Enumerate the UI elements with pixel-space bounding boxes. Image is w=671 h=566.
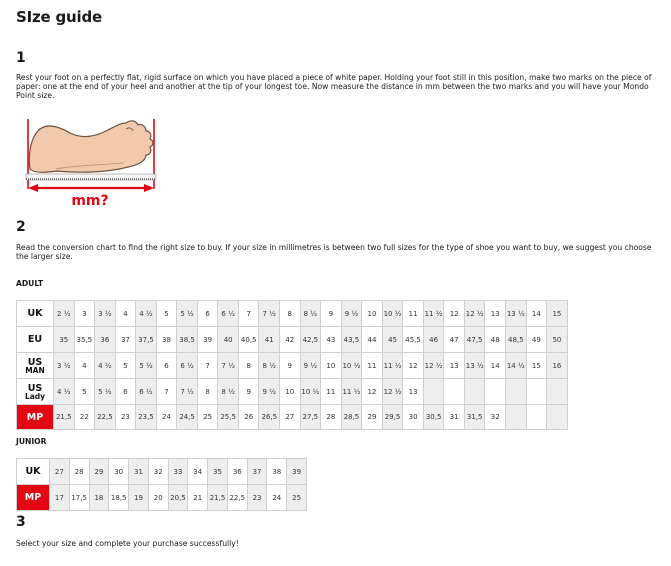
size-cell: 9 ½ bbox=[300, 353, 321, 379]
size-cell: 35 bbox=[54, 327, 75, 353]
size-cell: 33 bbox=[168, 459, 188, 485]
size-cell: 8 ½ bbox=[300, 301, 321, 327]
size-cell: 48 bbox=[485, 327, 506, 353]
size-cell: 12 bbox=[362, 379, 383, 405]
row-header-label: EU bbox=[27, 334, 43, 345]
row-header-sublabel: MAN bbox=[25, 365, 45, 375]
size-cell: 30,5 bbox=[423, 405, 444, 430]
page-title: SIze guide bbox=[16, 8, 102, 26]
row-header-label: US bbox=[27, 356, 43, 368]
size-cell: 8 ½ bbox=[259, 353, 280, 379]
size-cell: 27,5 bbox=[300, 405, 321, 430]
size-cell bbox=[485, 379, 506, 405]
size-cell: 8 ½ bbox=[218, 379, 239, 405]
size-cell: 11 ½ bbox=[423, 301, 444, 327]
size-cell: 45 bbox=[382, 327, 403, 353]
step-3-text: Select your size and complete your purchase successfully! bbox=[16, 539, 239, 548]
size-cell: 7 bbox=[197, 353, 218, 379]
size-cell: 5 bbox=[115, 353, 136, 379]
step-2-text: Read the conversion chart to find the right size to buy. If your size in millimetres is between two full sizes for the type of shoe you want to buy, we suggest you choose the larger size. bbox=[16, 243, 652, 262]
size-cell: 10 bbox=[280, 379, 301, 405]
size-cell: 34 bbox=[188, 459, 208, 485]
size-cell bbox=[444, 379, 465, 405]
size-cell: 6 bbox=[115, 379, 136, 405]
size-cell: 21,5 bbox=[208, 485, 228, 511]
size-cell bbox=[506, 405, 527, 430]
size-cell: 39 bbox=[287, 459, 307, 485]
size-cell: 22,5 bbox=[227, 485, 247, 511]
size-cell: 15 bbox=[526, 353, 547, 379]
size-cell: 49 bbox=[526, 327, 547, 353]
size-cell: 3 ½ bbox=[54, 353, 75, 379]
size-cell: 48,5 bbox=[506, 327, 527, 353]
size-cell: 10 ½ bbox=[341, 353, 362, 379]
row-header-label: MP bbox=[26, 411, 44, 423]
size-cell: 6 bbox=[197, 301, 218, 327]
size-cell: 13 ½ bbox=[506, 301, 527, 327]
size-cell: 27 bbox=[280, 405, 301, 430]
size-cell: 8 bbox=[238, 353, 259, 379]
row-header-sublabel: Lady bbox=[24, 391, 46, 401]
size-cell: 35,5 bbox=[74, 327, 95, 353]
size-cell: 12 ½ bbox=[382, 379, 403, 405]
size-cell: 27 bbox=[50, 459, 70, 485]
size-cell: 6 ½ bbox=[177, 353, 198, 379]
size-cell: 12 ½ bbox=[423, 353, 444, 379]
size-cell: 10 ½ bbox=[300, 379, 321, 405]
size-cell: 5 bbox=[74, 379, 95, 405]
size-cell: 17,5 bbox=[69, 485, 89, 511]
row-header-label: UK bbox=[25, 466, 41, 477]
size-cell: 6 bbox=[156, 353, 177, 379]
size-cell bbox=[526, 405, 547, 430]
foot-measure-illustration bbox=[16, 107, 158, 207]
size-cell bbox=[526, 379, 547, 405]
size-cell: 19 bbox=[129, 485, 149, 511]
row-header-label: US bbox=[27, 382, 43, 394]
size-cell: 24 bbox=[156, 405, 177, 430]
size-cell bbox=[547, 379, 568, 405]
adult-row bbox=[17, 379, 568, 405]
size-cell: 29,5 bbox=[382, 405, 403, 430]
size-cell: 3 bbox=[74, 301, 95, 327]
size-cell: 38 bbox=[156, 327, 177, 353]
row-header-label: MP bbox=[24, 492, 42, 503]
size-cell: 22 bbox=[74, 405, 95, 430]
adult-row-header bbox=[17, 301, 54, 327]
size-cell: 11 ½ bbox=[341, 379, 362, 405]
adult-row bbox=[17, 301, 568, 327]
size-cell: 32 bbox=[148, 459, 168, 485]
mm-label: mm? bbox=[71, 193, 109, 207]
size-cell: 14 bbox=[485, 353, 506, 379]
size-cell: 5 ½ bbox=[177, 301, 198, 327]
size-cell: 50 bbox=[547, 327, 568, 353]
size-cell: 42 bbox=[280, 327, 301, 353]
size-cell: 20,5 bbox=[168, 485, 188, 511]
size-cell: 46 bbox=[423, 327, 444, 353]
size-cell: 47 bbox=[444, 327, 465, 353]
size-cell: 8 bbox=[280, 301, 301, 327]
size-cell: 25 bbox=[287, 485, 307, 511]
size-cell: 14 bbox=[526, 301, 547, 327]
size-cell: 18 bbox=[89, 485, 109, 511]
size-cell: 31,5 bbox=[464, 405, 485, 430]
size-cell: 13 bbox=[403, 379, 424, 405]
size-cell: 42,5 bbox=[300, 327, 321, 353]
size-cell: 5 bbox=[156, 301, 177, 327]
size-cell: 12 ½ bbox=[464, 301, 485, 327]
junior-row-header bbox=[17, 485, 50, 511]
size-cell: 13 bbox=[485, 301, 506, 327]
size-cell: 6 ½ bbox=[218, 301, 239, 327]
size-cell: 11 bbox=[362, 353, 383, 379]
size-cell: 13 ½ bbox=[464, 353, 485, 379]
size-cell: 11 ½ bbox=[382, 353, 403, 379]
step-1-number: 1 bbox=[16, 50, 26, 66]
size-cell: 23,5 bbox=[136, 405, 157, 430]
size-cell: 8 bbox=[197, 379, 218, 405]
size-cell: 4 ½ bbox=[95, 353, 116, 379]
size-cell: 11 bbox=[321, 379, 342, 405]
row-header-label: UK bbox=[27, 308, 43, 319]
size-cell: 3 ½ bbox=[95, 301, 116, 327]
junior-section-label: JUNIOR bbox=[16, 437, 47, 446]
size-cell: 43 bbox=[321, 327, 342, 353]
size-cell: 38,5 bbox=[177, 327, 198, 353]
size-cell: 4 bbox=[115, 301, 136, 327]
size-cell: 38 bbox=[267, 459, 287, 485]
size-cell: 7 ½ bbox=[259, 301, 280, 327]
size-cell: 45,5 bbox=[403, 327, 424, 353]
step-1-text: Rest your foot on a perfectly flat, rigid surface on which you have placed a piece of white paper. Holding your foot still in this position, make two marks on the piece of paper: one at the end of your heel and another at the tip of your longest toe. Now measure the distance in mm between the two marks and you will have your Mondo Point size. bbox=[16, 73, 652, 101]
size-cell: 36 bbox=[95, 327, 116, 353]
size-cell: 7 ½ bbox=[177, 379, 198, 405]
size-cell: 7 bbox=[156, 379, 177, 405]
size-cell bbox=[547, 405, 568, 430]
size-cell: 9 bbox=[321, 301, 342, 327]
size-cell: 41 bbox=[259, 327, 280, 353]
adult-row-header bbox=[17, 405, 54, 430]
size-cell: 37 bbox=[115, 327, 136, 353]
adult-section-label: ADULT bbox=[16, 279, 44, 288]
size-cell bbox=[423, 379, 444, 405]
size-cell: 12 bbox=[444, 301, 465, 327]
size-cell bbox=[464, 379, 485, 405]
adult-row-header bbox=[17, 327, 54, 353]
size-cell: 26 bbox=[238, 405, 259, 430]
size-cell: 4 bbox=[74, 353, 95, 379]
size-cell: 14 ½ bbox=[506, 353, 527, 379]
size-cell: 5 ½ bbox=[136, 353, 157, 379]
size-cell: 31 bbox=[444, 405, 465, 430]
size-cell: 7 bbox=[238, 301, 259, 327]
size-cell: 24,5 bbox=[177, 405, 198, 430]
adult-row bbox=[17, 405, 568, 430]
size-cell: 28 bbox=[69, 459, 89, 485]
size-cell: 12 bbox=[403, 353, 424, 379]
size-cell: 25 bbox=[197, 405, 218, 430]
size-cell: 7 ½ bbox=[218, 353, 239, 379]
size-cell: 9 ½ bbox=[341, 301, 362, 327]
size-cell: 9 bbox=[280, 353, 301, 379]
size-cell: 37,5 bbox=[136, 327, 157, 353]
size-cell: 21,5 bbox=[54, 405, 75, 430]
size-cell: 43,5 bbox=[341, 327, 362, 353]
size-cell: 31 bbox=[129, 459, 149, 485]
junior-size-table bbox=[16, 458, 307, 511]
size-cell: 28 bbox=[321, 405, 342, 430]
size-cell: 17 bbox=[50, 485, 70, 511]
size-cell: 32 bbox=[485, 405, 506, 430]
size-cell: 22,5 bbox=[95, 405, 116, 430]
size-cell: 6 ½ bbox=[136, 379, 157, 405]
size-cell: 23 bbox=[115, 405, 136, 430]
size-cell bbox=[506, 379, 527, 405]
size-cell: 21 bbox=[188, 485, 208, 511]
size-cell: 2 ½ bbox=[54, 301, 75, 327]
size-cell: 18,5 bbox=[109, 485, 129, 511]
adult-row-header bbox=[17, 379, 54, 405]
size-cell: 23 bbox=[247, 485, 267, 511]
size-cell: 9 bbox=[238, 379, 259, 405]
size-cell: 29 bbox=[362, 405, 383, 430]
adult-row-header bbox=[17, 353, 54, 379]
size-cell: 25,5 bbox=[218, 405, 239, 430]
size-cell: 39 bbox=[197, 327, 218, 353]
size-cell: 9 ½ bbox=[259, 379, 280, 405]
size-cell: 30 bbox=[403, 405, 424, 430]
junior-row bbox=[17, 485, 307, 511]
size-cell: 26,5 bbox=[259, 405, 280, 430]
adult-row bbox=[17, 327, 568, 353]
adult-row bbox=[17, 353, 568, 379]
size-cell: 44 bbox=[362, 327, 383, 353]
size-cell: 30 bbox=[109, 459, 129, 485]
size-cell: 37 bbox=[247, 459, 267, 485]
junior-row bbox=[17, 459, 307, 485]
size-cell: 28,5 bbox=[341, 405, 362, 430]
size-cell: 40 bbox=[218, 327, 239, 353]
size-cell: 29 bbox=[89, 459, 109, 485]
size-cell: 47,5 bbox=[464, 327, 485, 353]
junior-row-header bbox=[17, 459, 50, 485]
size-cell: 11 bbox=[403, 301, 424, 327]
size-cell: 36 bbox=[227, 459, 247, 485]
size-cell: 10 bbox=[362, 301, 383, 327]
size-cell: 16 bbox=[547, 353, 568, 379]
size-cell: 40,5 bbox=[238, 327, 259, 353]
size-cell: 13 bbox=[444, 353, 465, 379]
size-cell: 4 ½ bbox=[136, 301, 157, 327]
size-cell: 24 bbox=[267, 485, 287, 511]
size-cell: 5 ½ bbox=[95, 379, 116, 405]
adult-size-table bbox=[16, 300, 568, 430]
step-3-number: 3 bbox=[16, 514, 26, 530]
size-cell: 4 ½ bbox=[54, 379, 75, 405]
size-cell: 15 bbox=[547, 301, 568, 327]
size-cell: 10 ½ bbox=[382, 301, 403, 327]
size-cell: 35 bbox=[208, 459, 228, 485]
size-cell: 20 bbox=[148, 485, 168, 511]
size-cell: 10 bbox=[321, 353, 342, 379]
step-2-number: 2 bbox=[16, 219, 26, 235]
